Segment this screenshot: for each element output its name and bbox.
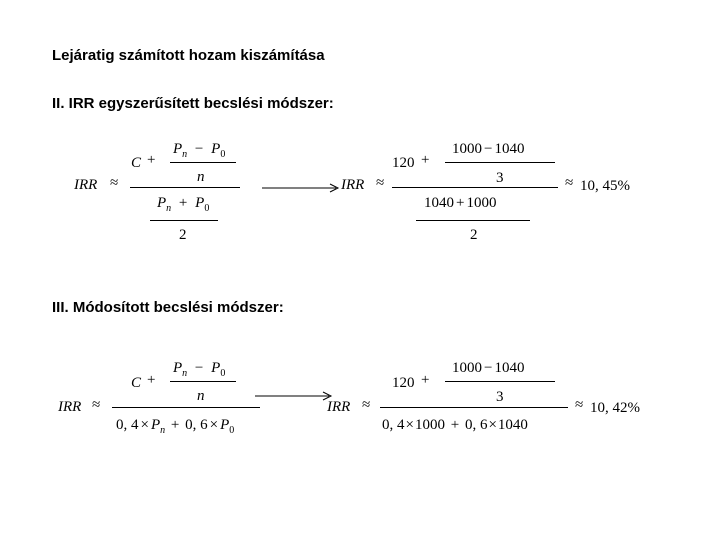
fraction-bar xyxy=(170,381,236,382)
fraction-bar xyxy=(445,162,555,163)
plus-sign: + xyxy=(421,152,430,168)
coupon-value: 120 xyxy=(392,155,415,171)
coupon-symbol: C xyxy=(131,155,142,171)
irr-symbol: IRR xyxy=(58,399,82,415)
approx-sign: ≈ xyxy=(110,175,119,191)
plus-sign: + xyxy=(147,152,156,168)
main-fraction-bar xyxy=(380,407,568,408)
price-difference-value: 1000 − 1040 xyxy=(452,141,525,157)
approx-sign: ≈ xyxy=(376,175,385,191)
years-value: 3 xyxy=(496,170,504,186)
approx-sign: ≈ xyxy=(362,397,371,413)
arrow-icon xyxy=(262,183,342,193)
main-fraction-bar xyxy=(130,187,240,188)
coupon-symbol: C xyxy=(131,375,142,391)
result-value: 10, 42% xyxy=(590,400,640,416)
main-fraction-bar xyxy=(392,187,558,188)
section-3-heading: III. Módosított becslési módszer: xyxy=(52,299,284,316)
price-sum: $P_n + P_0$ xyxy=(157,195,210,214)
fraction-bar xyxy=(150,220,218,221)
arrow-icon xyxy=(255,391,335,401)
main-fraction-bar xyxy=(112,407,260,408)
plus-sign: + xyxy=(421,372,430,388)
price-difference: $P_n - P_0$ xyxy=(173,141,226,160)
fraction-bar xyxy=(170,162,236,163)
weighted-price-sum-value: 0, 4×1000 + 0, 6×1040 xyxy=(382,417,528,433)
coupon-value: 120 xyxy=(392,375,415,391)
price-difference: $P_n - P_0$ xyxy=(173,360,226,379)
irr-symbol: IRR xyxy=(341,177,365,193)
years-symbol: n xyxy=(197,169,205,185)
result-value: 10, 45% xyxy=(580,178,630,194)
irr-symbol: IRR xyxy=(74,177,98,193)
years-symbol: n xyxy=(197,388,205,404)
price-difference-value: 1000 − 1040 xyxy=(452,360,525,376)
two-divisor: 2 xyxy=(179,227,187,243)
irr-symbol: IRR xyxy=(327,399,351,415)
years-value: 3 xyxy=(496,389,504,405)
plus-sign: + xyxy=(147,372,156,388)
approx-sign: ≈ xyxy=(565,175,574,191)
title-heading: Lejáratig számított hozam kiszámítása xyxy=(52,47,325,64)
section-2-heading: II. IRR egyszerűsített becslési módszer: xyxy=(52,95,334,112)
fraction-bar xyxy=(445,381,555,382)
fraction-bar xyxy=(416,220,530,221)
approx-sign: ≈ xyxy=(575,397,584,413)
two-divisor: 2 xyxy=(470,227,478,243)
approx-sign: ≈ xyxy=(92,397,101,413)
price-sum-value: 1040 + 1000 xyxy=(424,195,497,211)
weighted-price-sum: 0, $4 \times P_n + 0$, $6 \times P_0$ xyxy=(116,417,235,436)
